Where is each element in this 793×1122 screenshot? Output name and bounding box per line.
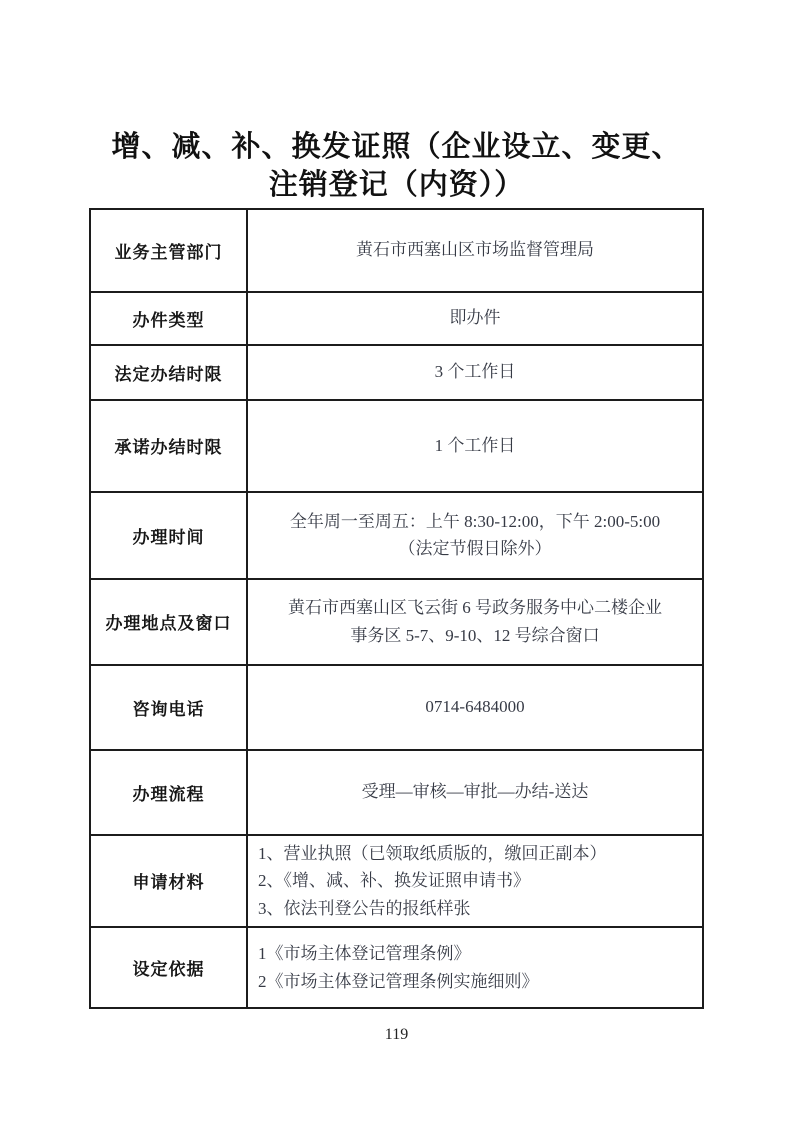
- row-label-dept: 业务主管部门: [90, 209, 247, 292]
- row-label-location: 办理地点及窗口: [90, 579, 247, 665]
- table-row: [90, 492, 703, 579]
- materials-line-3: 3、依法刊登公告的报纸样张: [258, 898, 471, 918]
- row-label-legal-basis: 设定依据: [90, 927, 247, 1008]
- table-row: [90, 579, 703, 665]
- row-value-phone: 0714-6484000: [247, 665, 703, 750]
- row-label-office-hours: 办理时间: [90, 492, 247, 579]
- row-value-item-type: 即办件: [247, 292, 703, 345]
- table-row: [90, 750, 703, 835]
- row-label-item-type: 办件类型: [90, 292, 247, 345]
- page-title-line-2: 注销登记（内资））: [268, 169, 525, 202]
- table-row: [90, 835, 703, 928]
- page-number: 119: [384, 1026, 409, 1044]
- row-label-phone: 咨询电话: [90, 665, 247, 750]
- row-value-legal-basis: [247, 927, 703, 1008]
- row-value-office-hours: [247, 492, 703, 579]
- materials-line-1: 1、营业执照（已领取纸质版的，缴回正副本）: [258, 843, 607, 863]
- page-title: [0, 0, 793, 205]
- row-label-process: 办理流程: [90, 750, 247, 835]
- row-label-promised-limit: 承诺办结时限: [90, 400, 247, 492]
- table-row: [90, 927, 703, 1008]
- row-value-location: [247, 579, 703, 665]
- legal-basis-line-2: 2《市场主体登记管理条例实施细则》: [258, 971, 539, 991]
- table-row: [90, 345, 703, 400]
- row-value-dept: 黄石市西塞山区市场监督管理局: [247, 209, 703, 292]
- table-row: [90, 400, 703, 492]
- row-label-statutory-limit: 法定办结时限: [90, 345, 247, 400]
- row-value-materials: [247, 835, 703, 928]
- row-value-process: 受理—审核—审批—办结-送达: [247, 750, 703, 835]
- row-value-statutory-limit: 3 个工作日: [247, 345, 703, 400]
- office-hours-line-1: 全年周一至周五：上午 8:30-12:00，下午 2:00-5:00: [289, 511, 661, 531]
- row-label-materials: 申请材料: [90, 835, 247, 928]
- office-hours-line-2: （法定节假日除外）: [398, 539, 552, 559]
- service-info-table: [89, 208, 704, 1010]
- table-row: [90, 292, 703, 345]
- table-row: [90, 665, 703, 750]
- row-value-promised-limit: 1 个工作日: [247, 400, 703, 492]
- location-line-2: 事务区 5-7、9-10、12 号综合窗口: [350, 625, 600, 645]
- table-row: [90, 209, 703, 292]
- materials-line-2: 2、《增、减、补、换发证照申请书》: [258, 871, 530, 891]
- page-title-line-1: 增、减、补、换发证照（企业设立、变更、: [111, 131, 682, 163]
- legal-basis-line-1: 1《市场主体登记管理条例》: [258, 944, 471, 964]
- location-line-1: 黄石市西塞山区飞云街 6 号政务服务中心二楼企业: [288, 598, 662, 617]
